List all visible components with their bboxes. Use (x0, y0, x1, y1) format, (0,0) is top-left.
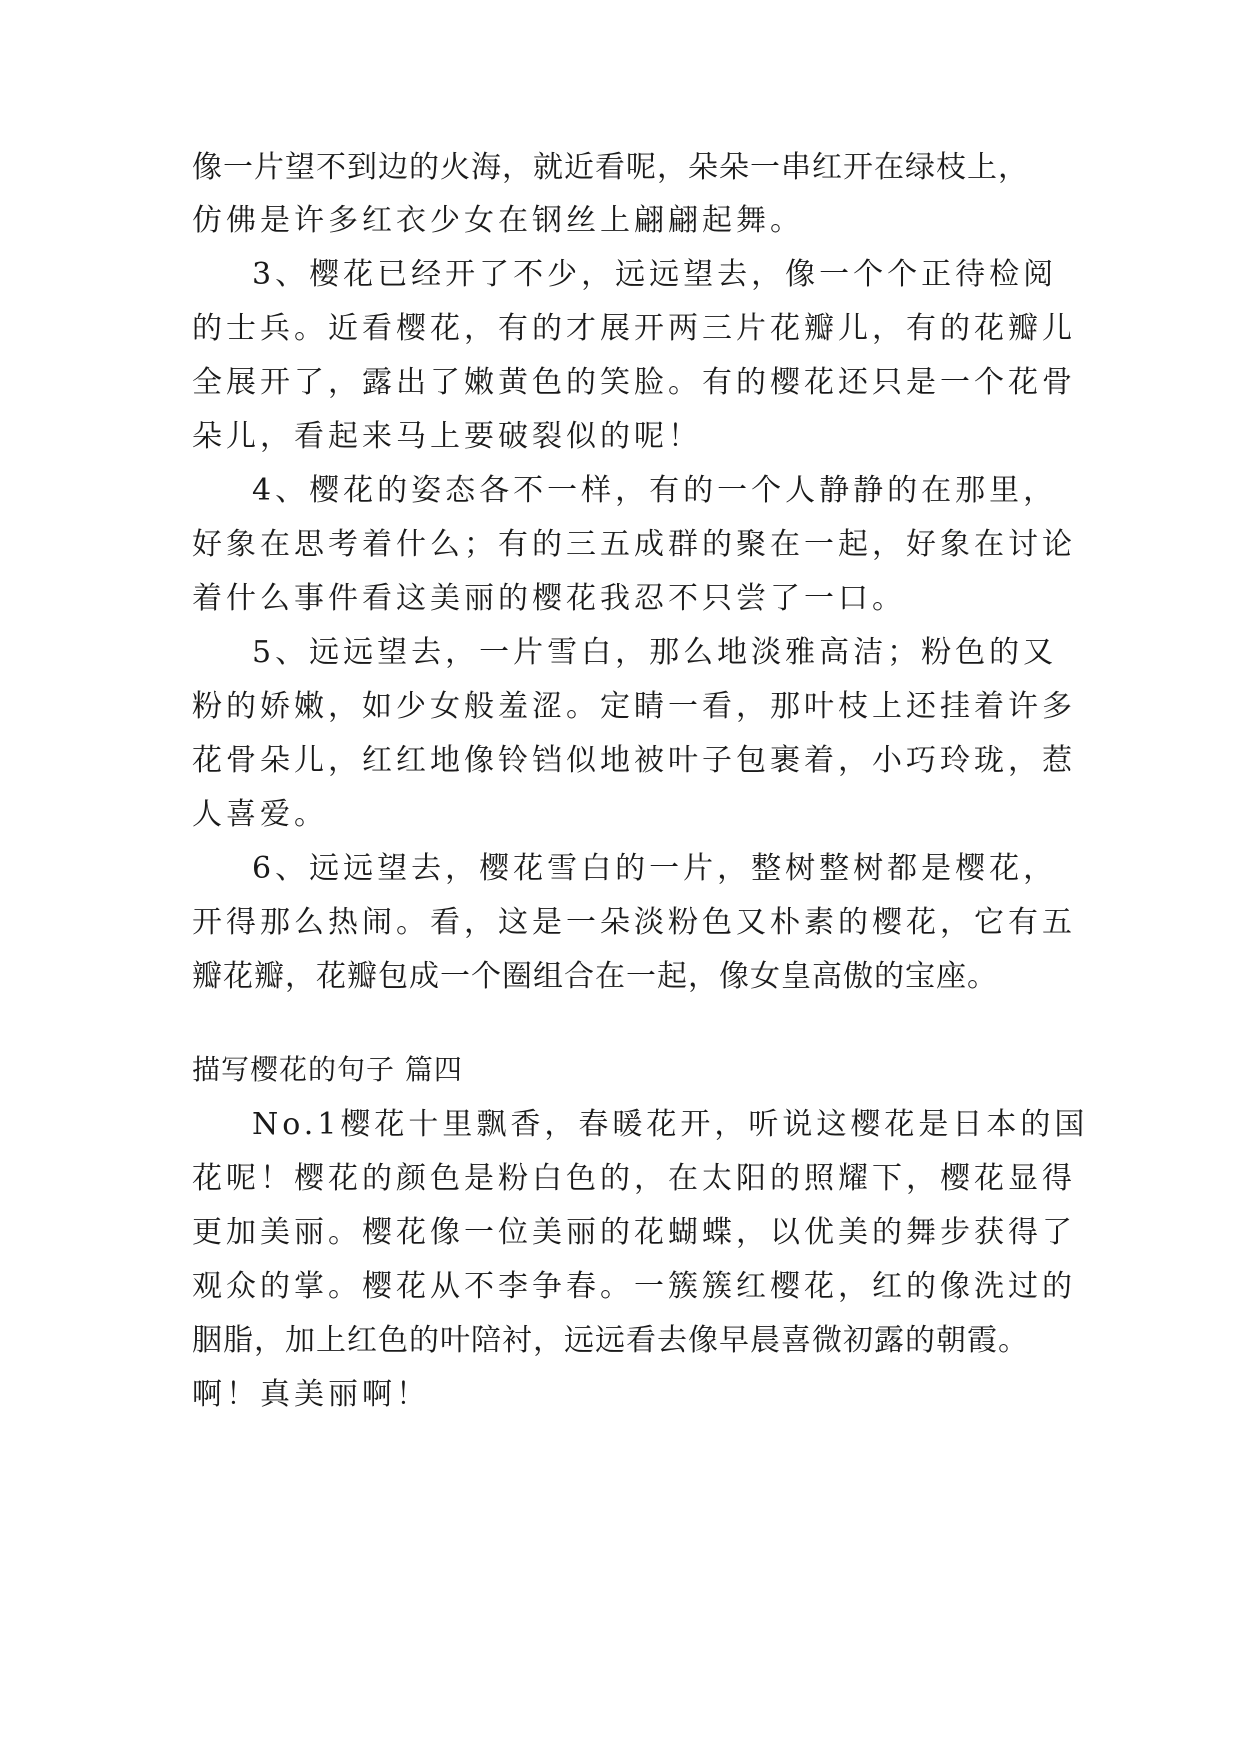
text-line: 观众的掌。樱花从不李争春。一簇簇红樱花，红的像洗过的 (192, 1269, 1076, 1304)
text-line: 粉的娇嫩，如少女般羞涩。定睛一看，那叶枝上还挂着许多 (192, 689, 1076, 724)
text-line: 花骨朵儿，红红地像铃铛似地被叶子包裹着，小巧玲珑，惹 (192, 743, 1076, 778)
text-line: 瓣花瓣，花瓣包成一个圈组合在一起，像女皇高傲的宝座。 (192, 959, 998, 994)
text-line: 胭脂，加上红色的叶陪衬，远远看去像早晨喜微初露的朝霞。 (192, 1323, 1029, 1358)
text-line: 6、远远望去，樱花雪白的一片，整树整树都是樱花， (252, 851, 1058, 886)
text-line: 人喜爱。 (192, 797, 328, 832)
text-line: 花呢！樱花的颜色是粉白色的，在太阳的照耀下，樱花显得 (192, 1161, 1076, 1196)
text-line: 像一片望不到边的火海，就近看呢，朵朵一串红开在绿枝上， (192, 150, 1029, 185)
text-line: 全展开了，露出了嫩黄色的笑脸。有的樱花还只是一个花骨 (192, 365, 1076, 400)
text-line: 仿佛是许多红衣少女在钢丝上翩翩起舞。 (192, 203, 804, 238)
text-line: 5、远远望去，一片雪白，那么地淡雅高洁；粉色的又 (252, 635, 1058, 670)
text-line: No.1樱花十里飘香，春暖花开，听说这樱花是日本的国 (252, 1107, 1089, 1142)
text-line: 4、樱花的姿态各不一样，有的一个人静静的在那里， (252, 473, 1058, 508)
text-line: 更加美丽。樱花像一位美丽的花蝴蝶，以优美的舞步获得了 (192, 1215, 1076, 1250)
text-line: 的士兵。近看樱花，有的才展开两三片花瓣儿，有的花瓣儿 (192, 311, 1076, 346)
text-line: 朵儿，看起来马上要破裂似的呢！ (192, 419, 702, 454)
text-line: 开得那么热闹。看，这是一朵淡粉色又朴素的樱花，它有五 (192, 905, 1076, 940)
section-heading: 描写樱花的句子 篇四 (192, 1053, 463, 1086)
text-line: 好象在思考着什么；有的三五成群的聚在一起，好象在讨论 (192, 527, 1076, 562)
text-line: 着什么事件看这美丽的樱花我忍不只尝了一口。 (192, 581, 906, 616)
text-line: 3、樱花已经开了不少，远远望去，像一个个正待检阅 (252, 257, 1058, 292)
text-line: 啊！真美丽啊！ (192, 1377, 430, 1412)
